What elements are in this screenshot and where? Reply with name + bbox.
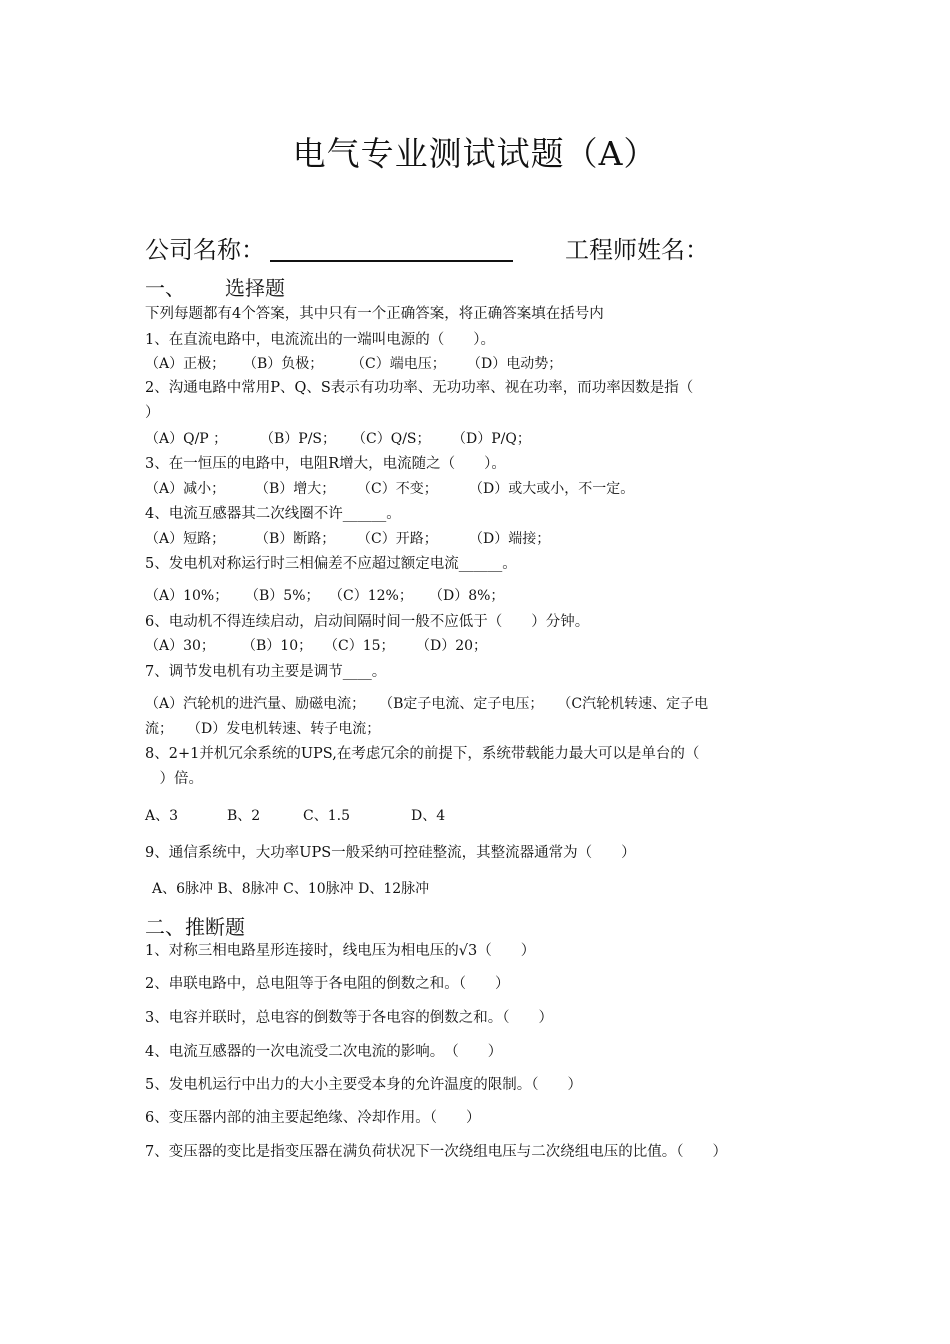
question-9-options: A、6脉冲 B、8脉冲 C、10脉冲 D、12脉冲 xyxy=(152,881,430,897)
question-4: 4、电流互感器其二次线圈不许______。 xyxy=(145,506,401,522)
option-d: （D）电动势； xyxy=(467,356,563,372)
option-a: （A）短路； xyxy=(145,531,226,547)
question-8-cont: ）倍。 xyxy=(145,771,203,787)
question-5-options xyxy=(145,585,504,605)
option-c: （C）15； xyxy=(324,638,395,654)
option-b: B、2 xyxy=(227,808,261,824)
option-b: （B）增大； xyxy=(255,481,336,497)
option-a: （A）10%； xyxy=(145,588,229,604)
judgment-item: 1、对称三相电路星形连接时，线电压为相电压的√3（ ） xyxy=(145,943,536,959)
document-title: 电气专业测试试题（A） xyxy=(292,134,658,173)
option-b: （B）断路； xyxy=(255,531,336,547)
question-7: 7、调节发电机有功主要是调节____。 xyxy=(145,664,387,680)
question-4-options xyxy=(145,528,550,548)
option-d: （D）P/Q； xyxy=(452,431,531,447)
question-3-options xyxy=(145,478,634,498)
section1-number: 一、 xyxy=(145,276,185,300)
option-b: （B）P/S； xyxy=(260,431,337,447)
option-d: （D）20； xyxy=(416,638,488,654)
option-c: C、1.5 xyxy=(303,808,350,824)
question-5: 5、发电机对称运行时三相偏差不应超过额定电流______。 xyxy=(145,556,517,572)
option-b: （B）10； xyxy=(242,638,313,654)
judgment-item: 7、变压器的变比是指变压器在满负荷状况下一次绕组电压与二次绕组电压的比值。（ ） xyxy=(145,1144,727,1160)
question-1-options xyxy=(145,353,562,373)
question-2-cont: ） xyxy=(145,405,160,421)
option-a: A、3 xyxy=(145,808,179,824)
option-c: （C）12%； xyxy=(329,588,413,604)
option-b: （B）负极； xyxy=(243,356,324,372)
option-d: （D）端接； xyxy=(469,531,551,547)
question-3: 3、在一恒压的电路中，电阻R增大，电流随之（ ）。 xyxy=(145,456,506,472)
option-a: （A）正极； xyxy=(145,356,226,372)
option-d: D、4 xyxy=(411,808,446,824)
question-9: 9、通信系统中，大功率UPS一般采纳可控硅整流，其整流器通常为（ ） xyxy=(145,845,636,861)
section1-heading xyxy=(145,272,285,301)
engineer-name-label: 工程师姓名： xyxy=(565,236,709,264)
option-a: （A）Q/P ； xyxy=(145,431,228,447)
option-b: （B）5%； xyxy=(245,588,320,604)
section1-instruction: 下列每题都有4个答案，其中只有一个正确答案，将正确答案填在括号内 xyxy=(145,306,604,322)
company-name-label: 公司名称： xyxy=(145,236,265,264)
question-8: 8、2+1并机冗余系统的UPS,在考虑冗余的前提下，系统带载能力最大可以是单台的（ xyxy=(145,746,700,762)
option-a: （A）30； xyxy=(145,638,215,654)
option-c: （C）开路； xyxy=(357,531,438,547)
question-7-options-line1: （A）汽轮机的进汽量、励磁电流； （B定子电流、定子电压； （C汽轮机转速、定子电 xyxy=(145,696,709,712)
question-2: 2、沟通电路中常用P、Q、S表示有功功率、无功功率、视在功率，而功率因数是指（ xyxy=(145,380,694,396)
section1-title: 选择题 xyxy=(225,276,285,300)
question-6: 6、电动机不得连续启动，启动间隔时间一般不应低于（ ）分钟。 xyxy=(145,614,590,630)
question-8-options xyxy=(145,805,445,825)
question-7-options-line2: 流； （D）发电机转速、转子电流； xyxy=(145,721,381,737)
question-2-options xyxy=(145,428,531,448)
question-1: 1、在直流电路中，电流流出的一端叫电源的（ ）。 xyxy=(145,332,495,348)
judgment-item: 3、电容并联时，总电容的倒数等于各电容的倒数之和。（ ） xyxy=(145,1010,553,1026)
option-c: （C）Q/S； xyxy=(352,431,431,447)
judgment-item: 4、电流互感器的一次电流受二次电流的影响。 （ ） xyxy=(145,1044,503,1060)
question-6-options xyxy=(145,635,487,655)
option-d: （D）8%； xyxy=(429,588,505,604)
judgment-item: 2、串联电路中，总电阻等于各电阻的倒数之和。（ ） xyxy=(145,976,510,992)
option-c: （C）不变； xyxy=(357,481,438,497)
judgment-item: 5、发电机运行中出力的大小主要受本身的允许温度的限制。（ ） xyxy=(145,1077,582,1093)
section2-heading: 二、推断题 xyxy=(145,915,245,939)
option-a: （A）减小； xyxy=(145,481,226,497)
option-c: （C）端电压； xyxy=(351,356,446,372)
company-name-blank xyxy=(270,260,513,262)
judgment-item: 6、变压器内部的油主要起绝缘、冷却作用。（ ） xyxy=(145,1110,481,1126)
option-d: （D）或大或小，不一定。 xyxy=(469,481,635,497)
header-info xyxy=(145,230,845,270)
